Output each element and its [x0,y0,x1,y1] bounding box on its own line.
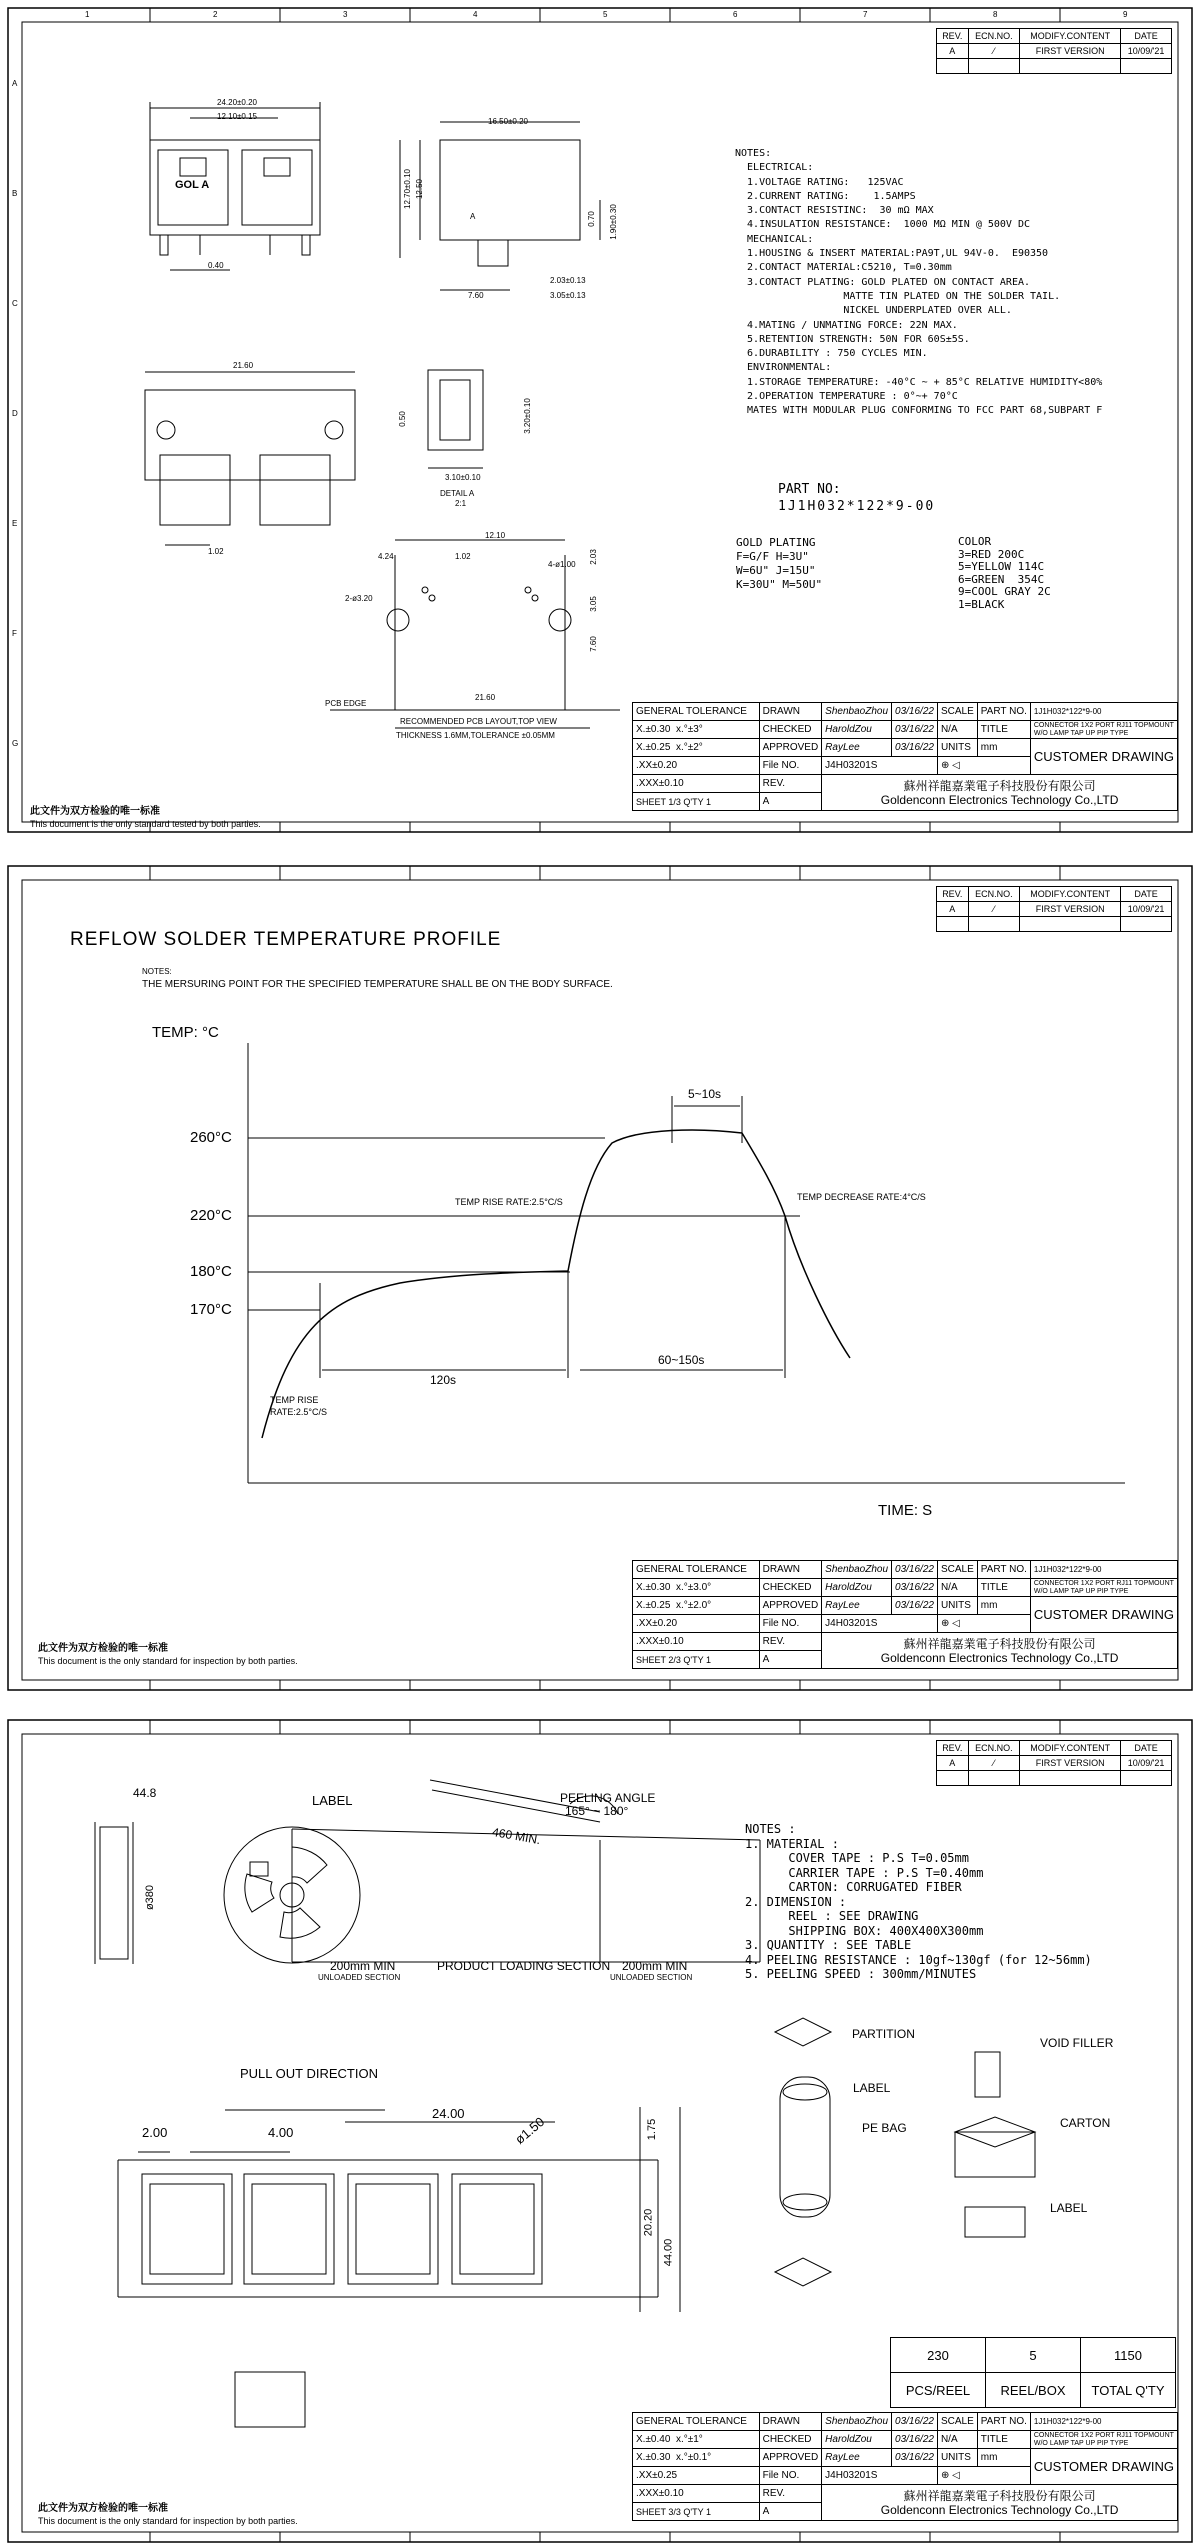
dim-label: ø380 [144,1884,157,1911]
peel-angle-value: 165° ~ 180° [565,1804,629,1818]
annotation: RATE:2.5°C/S [270,1407,327,1417]
dim-label: 1.02 [208,547,224,556]
dim-label: ø1.50 [512,2114,548,2147]
row-label: E [12,519,18,528]
dim-label: 3.05 [588,596,598,612]
quantity-table: 230 5 1150 PCS/REEL REEL/BOX TOTAL Q'TY [890,2337,1176,2408]
dim-label: 24.00 [432,2106,465,2121]
part-no-title: PART NO: [778,482,841,497]
annotation: TEMP DECREASE RATE:4°C/S [797,1192,926,1202]
dim-label: 44.00 [662,2238,675,2267]
col-label: 9 [1123,10,1128,19]
dim-label: 1.75 [646,2118,659,2141]
annotation: 60~150s [658,1353,705,1367]
label-callout: LABEL [853,2081,891,2095]
profile-chart [248,1043,1125,1483]
color-legend: COLOR 3=RED 200C 5=YELLOW 114C 6=GREEN 354C 9=COOL GRAY 2C 1=BLACK [958,535,1051,611]
footer-stamp: 此文件为双方检验的唯一标准 This document is the only standard for inspection by both parties. [38,1643,298,1666]
dim-label: 1.90±0.30 [608,204,618,240]
col-label: 1 [85,10,90,19]
row-label: G [12,739,19,748]
dim-label: 7.60 [468,291,484,300]
dim-label: 0.40 [208,261,224,270]
dim-label: 20.20 [642,2208,655,2237]
col-label: 3 [343,10,348,19]
dim-label: 7.60 [588,636,598,652]
label-callout: LABEL [1050,2201,1088,2215]
row-label: F [12,629,17,638]
x-axis-label: TIME: S [878,1502,933,1519]
layout-subtitle: THICKNESS 1.6MM,TOLERANCE ±0.05MM [396,731,555,740]
sheet-1 [0,0,1200,835]
col-label: 6 [733,10,738,19]
dim-label: 2.03 [588,549,598,565]
dim-label: 3.20±0.10 [522,398,532,434]
y-tick-label: 260°C [190,1129,232,1146]
dim-label: 12.70±0.10 [402,169,412,209]
dim-label: 2-ø3.20 [345,594,373,603]
revision-table: REV. ECN.NO. MODIFY.CONTENT DATE A ⁄ FIRST VERSION 10/09/'21 [936,886,1172,932]
peel-angle-label: PEELING ANGLE [560,1791,656,1805]
dim-label: 0.50 [397,411,407,427]
dim-label: 16.50±0.20 [488,117,528,126]
annotation: TEMP RISE [270,1395,319,1405]
pcb-edge-label: PCB EDGE [325,699,367,708]
row-label: C [12,299,18,308]
note-line: THE MERSURING POINT FOR THE SPECIFIED TEMPERATURE SHALL BE ON THE BODY SURFACE. [142,979,613,990]
notes-label: NOTES: [142,967,172,976]
dim-label: 12.50 [415,178,425,200]
sheet-3 [0,1712,1200,2545]
revision-table: REV. ECN.NO. MODIFY.CONTENT DATE A ⁄ FIRST VERSION 10/09/'21 [936,28,1172,74]
revision-table: REV. ECN.NO. MODIFY.CONTENT DATE A ⁄ FIRST VERSION 10/09/'21 [936,1740,1172,1786]
detail-scale: 2:1 [455,499,467,508]
section-label: PRODUCT LOADING SECTION [437,1959,611,1973]
section-label: UNLOADED SECTION [318,1973,401,1982]
carton-label: CARTON [1060,2116,1111,2130]
col-label: 4 [473,10,478,19]
pe-bag-label: PE BAG [862,2121,907,2135]
detail-title: DETAIL A [440,489,475,498]
dim-label: 12.10 [485,531,506,540]
notes-block: NOTES : 1. MATERIAL : COVER TAPE : P.S T=0.05mm CARRIER TAPE : P.S T=0.40mm CARTON: CORRUGATED FIBER 2. DIMENSION : REEL : SEE DRAWING SHIPPING BOX: 400X400X300mm 3. QUANTITY : SEE TABLE 4. PEELING RESISTANCE : 10gf~130gf (for 12~56mm) 5. PEELING SPEED : 300mm/MINUTES [745,1822,1092,1981]
annotation: TEMP RISE RATE:2.5°C/S [455,1197,563,1207]
gold-plating-legend: GOLD PLATING F=G/F H=3U" W=6U" J=15U" K=30U" M=50U" [736,536,823,591]
dim-label: 4.24 [378,552,394,561]
dim-label: 1.02 [455,552,471,561]
dim-label: 12.10±0.15 [217,112,257,121]
y-tick-label: 170°C [190,1301,232,1318]
y-tick-label: 180°C [190,1263,232,1280]
col-label: 2 [213,10,218,19]
dim-label: 2.03±0.13 [550,276,586,285]
dim-label: 200mm MIN [622,1959,688,1973]
sheet-2 [0,858,1200,1693]
section-label: UNLOADED SECTION [610,1973,693,1982]
dim-label: 4-ø1.00 [548,560,576,569]
dim-label: 21.60 [233,361,254,370]
dim-label: 21.60 [475,693,496,702]
col-label: 7 [863,10,868,19]
chart-title: REFLOW SOLDER TEMPERATURE PROFILE [70,929,502,950]
title-block: GENERAL TOLERANCE DRAWN ShenbaoZhou 03/16/22 SCALE PART NO. 1J1H032*122*9-00 X.±0.30 x.°±3° CHECKED HaroldZou 03/16/22 N/A TITLE CONNECTOR 1X2 PORT RJ11 TOPMOUNT W/O LAMP TAP UP PIP TYPE X.±0.25 x.°±2° APPROVED RayLee 03/16/22 UNITS mm CUSTOMER DRAWING .XX±0.20 File NO. J4H03201S ⊕ ◁ .XXX±0.10 REV. 蘇州祥龍嘉業電子科技股份有限公司 Goldenconn Electronics Technology Co.,LTD SHEET 1/3 Q'TY 1 A [632,702,1178,811]
footer-stamp: 此文件为双方检验的唯一标准 This document is the only standard for inspection by both parties. [38,2503,298,2526]
detail-callout: A [470,212,476,221]
reel-label-callout: LABEL [312,1793,353,1808]
y-tick-label: 220°C [190,1207,232,1224]
title-block: GENERAL TOLERANCE DRAWN ShenbaoZhou 03/16/22 SCALE PART NO. 1J1H032*122*9-00 X.±0.40 x.°±1° CHECKED HaroldZou 03/16/22 N/A TITLE CONNECTOR 1X2 PORT RJ11 TOPMOUNT W/O LAMP TAP UP PIP TYPE X.±0.30 x.°±0.1° APPROVED RayLee 03/16/22 UNITS mm CUSTOMER DRAWING .XX±0.25 File NO. J4H03201S ⊕ ◁ .XXX±0.10 REV. 蘇州祥龍嘉業電子科技股份有限公司 Goldenconn Electronics Technology Co.,LTD SHEET 3/3 Q'TY 1 A [632,2412,1178,2521]
notes-block: NOTES: ELECTRICAL: 1.VOLTAGE RATING: 125VAC 2.CURRENT RATING: 1.5AMPS 3.CONTACT RESISTINC: 30 mΩ MAX 4.INSULATION RESISTANCE: 1000 MΩ MIN @ 500V DC MECHANICAL: 1.HOUSING & INSERT MATERIAL:PA9T,UL 94V-0. E90350 2.CONTACT MATERIAL:C5210, T=0.30mm 3.CONTACT PLATING: GOLD PLATED ON CONTACT AREA. MATTE TIN PLATED ON THE SOLDER TAIL. NICKEL UNDERPLATED OVER ALL. 4.MATING / UNMATING FORCE: 22N MAX. 5.RETENTION STRENGTH: 50N FOR 60S±5S. 6.DURABILITY : 750 CYCLES MIN. ENVIRONMENTAL: 1.STORAGE TEMPERATURE: -40°C ~ + 85°C RELATIVE HUMIDITY<80% 2.OPERATION TEMPERATURE : 0°~+ 70°C MATES WITH MODULAR PLUG CONFORMING TO FCC PART 68,SUBPART F [735,148,1103,417]
col-label: 8 [993,10,998,19]
row-label: B [12,189,18,198]
dim-label: 0.70 [586,211,596,227]
part-no-code: 1J1H032*122*9-00 [778,499,936,514]
void-filler-label: VOID FILLER [1040,2036,1114,2050]
y-axis-label: TEMP: °C [152,1024,219,1041]
annotation: 5~10s [688,1087,722,1101]
dim-label: 4.00 [268,2125,294,2140]
dim-label: 24.20±0.20 [217,98,257,107]
col-label: 5 [603,10,608,19]
footer-stamp: 此文件为双方检验的唯一标准 This document is the only standard tested by both parties. [30,806,261,829]
dim-label: 3.05±0.13 [550,291,586,300]
profile-curve [262,1130,850,1438]
dim-label: 460 MIN. [491,1824,542,1848]
dim-label: 3.10±0.10 [445,473,481,482]
title-block: GENERAL TOLERANCE DRAWN ShenbaoZhou 03/16/22 SCALE PART NO. 1J1H032*122*9-00 X.±0.30 x.°±3.0° CHECKED HaroldZou 03/16/22 N/A TITLE CONNECTOR 1X2 PORT RJ11 TOPMOUNT W/O LAMP TAP UP PIP TYPE X.±0.25 x.°±2.0° APPROVED RayLee 03/16/22 UNITS mm CUSTOMER DRAWING .XX±0.20 File NO. J4H03201S ⊕ ◁ .XXX±0.10 REV. 蘇州祥龍嘉業電子科技股份有限公司 Goldenconn Electronics Technology Co.,LTD SHEET 2/3 Q'TY 1 A [632,1560,1178,1669]
part-marking: GOL A [175,179,210,191]
annotation: 120s [430,1373,457,1387]
row-label: A [12,79,18,88]
layout-title: RECOMMENDED PCB LAYOUT,TOP VIEW [400,717,557,726]
row-label: D [12,409,18,418]
dim-label: 200mm MIN [330,1959,396,1973]
pull-out-label: PULL OUT DIRECTION [240,2066,378,2081]
dim-label: 2.00 [142,2125,168,2140]
partition-label: PARTITION [852,2027,915,2041]
dim-label: 44.8 [133,1786,157,1800]
